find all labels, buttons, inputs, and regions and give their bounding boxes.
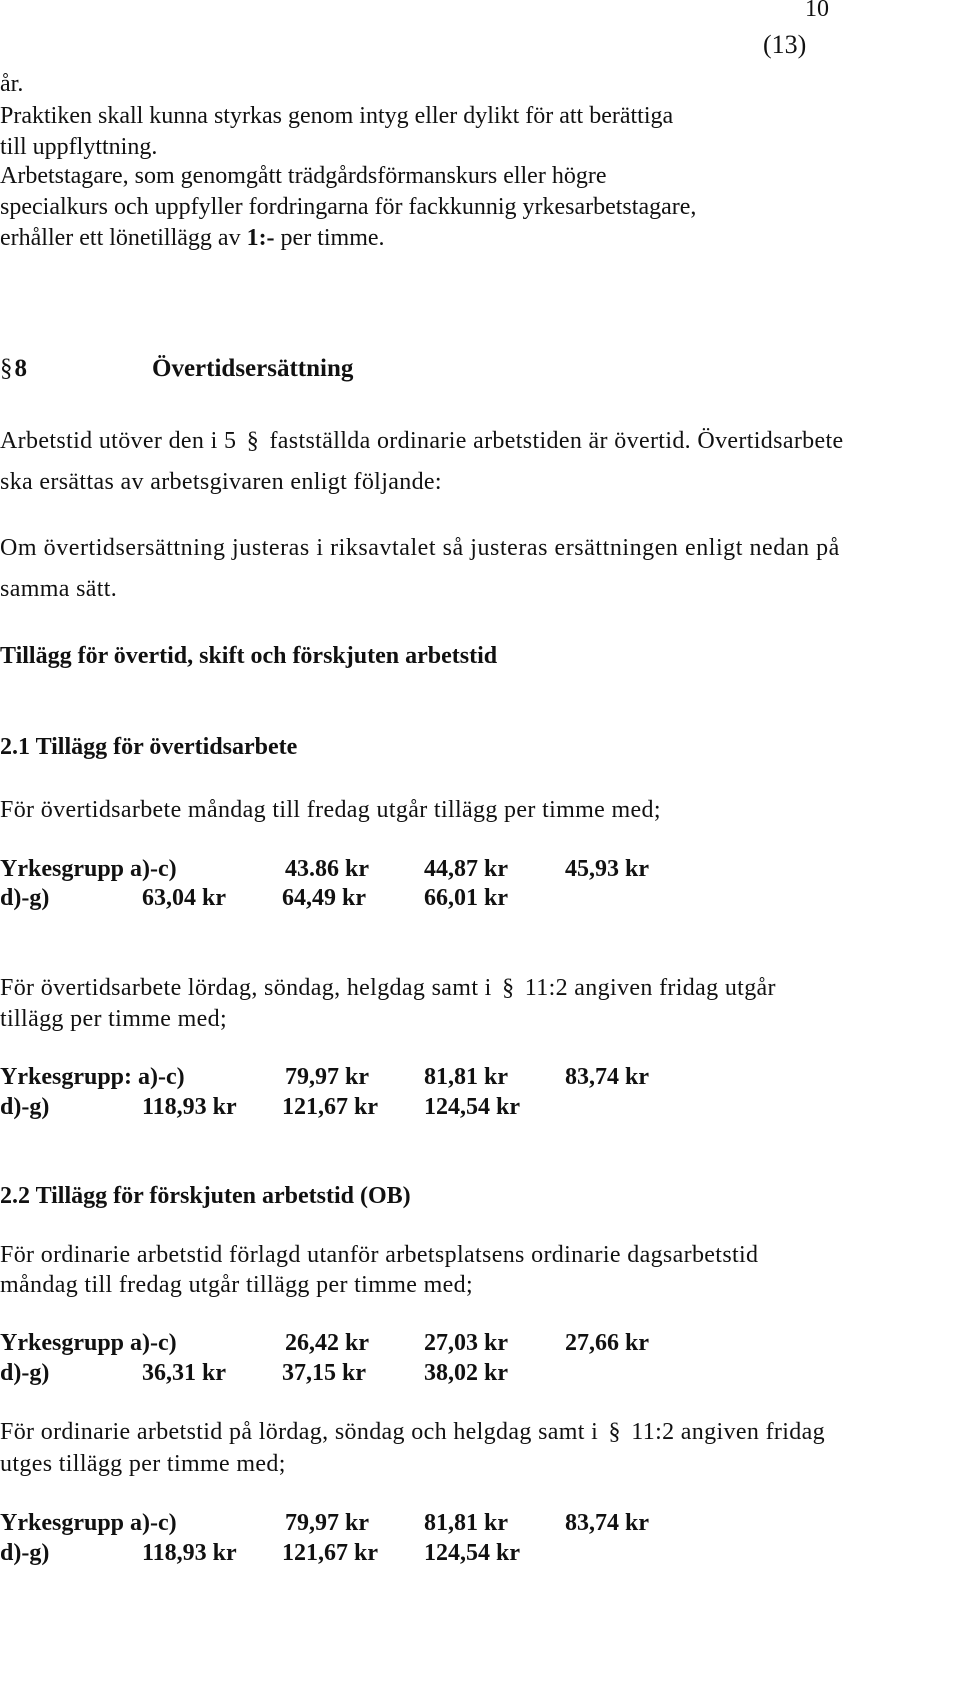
rate-group: d)-g) <box>0 1360 50 1386</box>
rate-value: 124,54 kr <box>424 1540 520 1566</box>
subsection-title-2-1: 2.1 Tillägg för övertidsarbete <box>0 734 298 760</box>
paragraph-weekend-ob <box>0 1419 825 1446</box>
paragraph-line: ska ersättas av arbetsgivaren enligt följande: <box>0 469 442 495</box>
rate-group: Yrkesgrupp: a)-c) <box>0 1064 185 1090</box>
heading-tillagg: Tillägg för övertid, skift och förskjuten arbetstid <box>0 643 498 669</box>
rate-group: d)-g) <box>0 1540 50 1566</box>
paragraph-symbol: § <box>608 1419 621 1445</box>
rate-value: 37,15 kr <box>282 1360 366 1386</box>
rate-value: 81,81 kr <box>424 1510 508 1536</box>
rate-value: 27,66 kr <box>565 1330 649 1356</box>
intro-line: Praktiken skall kunna styrkas genom intyg eller dylikt för att berättiga <box>0 103 674 129</box>
paragraph-line: samma sätt. <box>0 576 118 602</box>
section-symbol: § <box>0 355 13 382</box>
page-reference: (13) <box>763 30 807 59</box>
rate-row <box>0 856 940 886</box>
rate-value: 64,49 kr <box>282 885 366 911</box>
intro-line: specialkurs och uppfyller fordringarna för fackkunnig yrkesarbetstagare, <box>0 194 697 220</box>
paragraph-text: För övertidsarbete lördag, söndag, helgdag samt i <box>0 975 492 1001</box>
paragraph-line: För ordinarie arbetstid förlagd utanför arbetsplatsens ordinarie dagsarbetstid <box>0 1242 759 1268</box>
rate-value: 27,03 kr <box>424 1330 508 1356</box>
rate-value: 66,01 kr <box>424 885 508 911</box>
intro-line: Arbetstagare, som genomgått trädgårdsförmanskurs eller högre <box>0 163 607 189</box>
paragraph-weekend-overtime <box>0 975 776 1002</box>
section-number: 8 <box>14 355 27 382</box>
section-title: Övertidsersättning <box>152 355 354 382</box>
subsection-title-2-2: 2.2 Tillägg för förskjuten arbetstid (OB) <box>0 1183 411 1209</box>
rate-value: 118,93 kr <box>142 1094 237 1120</box>
rate-row <box>0 1360 940 1390</box>
rate-value: 44,87 kr <box>424 856 508 882</box>
paragraph-text: 11:2 angiven fridag <box>631 1419 825 1445</box>
intro-line: till uppflyttning. <box>0 134 158 160</box>
intro-line-last <box>0 222 385 254</box>
section-heading <box>0 355 354 383</box>
paragraph-overtime-def <box>0 428 844 455</box>
rate-row <box>0 1540 940 1570</box>
rate-row <box>0 885 940 915</box>
rate-value: 63,04 kr <box>142 885 226 911</box>
rate-row <box>0 1510 940 1540</box>
intro-amount: 1:- <box>246 225 275 251</box>
rate-group: Yrkesgrupp a)-c) <box>0 856 177 882</box>
paragraph-symbol: § <box>502 975 515 1001</box>
rate-value: 79,97 kr <box>285 1064 369 1090</box>
rate-value: 83,74 kr <box>565 1510 649 1536</box>
paragraph-text: För ordinarie arbetstid på lördag, söndag och helgdag samt i <box>0 1419 599 1445</box>
rate-value: 43.86 kr <box>285 856 369 882</box>
paragraph-line: tillägg per timme med; <box>0 1006 227 1032</box>
rate-value: 79,97 kr <box>285 1510 369 1536</box>
paragraph-text: Arbetstid utöver den i 5 <box>0 428 237 454</box>
rate-value: 45,93 kr <box>565 856 649 882</box>
rate-group: d)-g) <box>0 885 50 911</box>
rate-value: 36,31 kr <box>142 1360 226 1386</box>
rate-value: 121,67 kr <box>282 1540 378 1566</box>
rate-value: 124,54 kr <box>424 1094 520 1120</box>
rate-group: d)-g) <box>0 1094 50 1120</box>
intro-text: per timme. <box>274 225 385 251</box>
rate-value: 26,42 kr <box>285 1330 369 1356</box>
rate-row <box>0 1064 940 1094</box>
paragraph-line: utges tillägg per timme med; <box>0 1451 286 1477</box>
paragraph-text: 11:2 angiven fridag utgår <box>524 975 776 1001</box>
page-number: 10 <box>805 0 829 22</box>
intro-text: erhåller ett lönetillägg av <box>0 225 247 251</box>
paragraph-line: Om övertidsersättning justeras i riksavtalet så justeras ersättningen enligt nedan på <box>0 535 840 561</box>
rate-value: 118,93 kr <box>142 1540 237 1566</box>
intro-line: år. <box>0 71 24 97</box>
rate-row <box>0 1330 940 1360</box>
paragraph-symbol: § <box>246 428 260 454</box>
rate-group: Yrkesgrupp a)-c) <box>0 1330 177 1356</box>
paragraph-text: fastställda ordinarie arbetstiden är övertid. Övertidsarbete <box>269 428 844 454</box>
paragraph-line: måndag till fredag utgår tillägg per timme med; <box>0 1272 473 1298</box>
paragraph-line: För övertidsarbete måndag till fredag utgår tillägg per timme med; <box>0 797 661 823</box>
rate-value: 38,02 kr <box>424 1360 508 1386</box>
rate-row <box>0 1094 940 1124</box>
rate-value: 83,74 kr <box>565 1064 649 1090</box>
rate-value: 121,67 kr <box>282 1094 378 1120</box>
rate-value: 81,81 kr <box>424 1064 508 1090</box>
rate-group: Yrkesgrupp a)-c) <box>0 1510 177 1536</box>
